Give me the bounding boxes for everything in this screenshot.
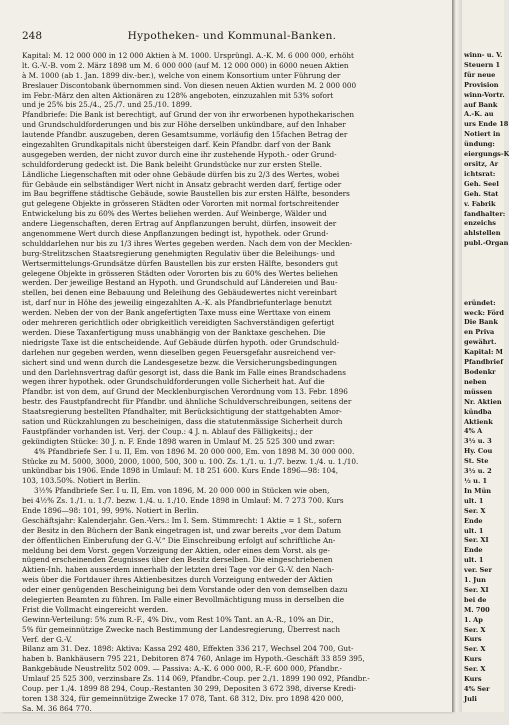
facing-page-line: kündba xyxy=(464,407,492,416)
facing-page-line: Kurs xyxy=(464,635,482,644)
facing-page-line: 3½ u. 2 xyxy=(464,467,492,476)
facing-page-line: enzeichs xyxy=(464,219,496,228)
facing-page-line: weck: Förd xyxy=(464,308,504,317)
text-line: oder mehreren gerichtlich oder obrigkeitlich vereidigten Sachverständigen gefertigt xyxy=(22,318,335,328)
facing-page-line: Ser. X xyxy=(464,625,486,634)
text-line: werden. Der jeweilige Bestand an Hypoth. und Grundschuld auf Ländereien und Bau- xyxy=(22,278,338,288)
facing-page-line: Ser. XI xyxy=(464,536,489,545)
text-line: Kapital: M. 12 000 000 in 12 000 Aktien à M. 1000. Ursprüngl. A.-K. M. 6 000 000, erhöht xyxy=(22,51,354,60)
facing-page-line xyxy=(464,289,506,299)
facing-page-line: Die Bank xyxy=(464,318,498,327)
facing-page-line: ündung: xyxy=(464,140,495,149)
text-line: Geschäftsjahr: Kalenderjahr. Gen.-Vers.: Im I. Sem. Stimmrecht: 1 Aktie = 1 St., sofern xyxy=(22,515,342,525)
text-line: burg-Strelitzschen Staatsregierung genehmigten Regulativ über die Beleihungs- und xyxy=(22,248,335,258)
facing-page-line: urs Ende 18 xyxy=(464,120,509,129)
facing-page-line: en Priva xyxy=(464,328,495,337)
facing-page-line: 4% A xyxy=(464,427,483,436)
facing-page-line: Pfandbrief xyxy=(464,358,504,367)
facing-page-line: 4% Ser xyxy=(464,685,490,693)
facing-page-line: Notiert in xyxy=(464,130,501,139)
facing-page-line: ver. Ser xyxy=(464,566,492,575)
facing-page-line: fandhalter: xyxy=(464,209,506,218)
facing-page-line: bei de xyxy=(464,595,487,604)
text-line: schulddarlehen nur bis zu 1/3 ihres Wertes gegeben werden. Nach dem von der Mecklen- xyxy=(22,238,353,248)
facing-page-line: publ.-Organ xyxy=(464,239,509,248)
text-line: weis über die Fortdauer ihres Aktienbesitzes durch Vorzeigung entweder der Aktien xyxy=(22,575,333,585)
text-line: im Bau begriffene städtische Gebäude, sowie Baustellen bis zur ersten Hälfte, besonders xyxy=(22,189,350,199)
text-line: oder einer genügenden Bescheinigung bei dem Vorstande oder den von demselben dazu xyxy=(22,585,348,595)
facing-page-line: Juli xyxy=(464,694,477,703)
text-line: und den Darlehnsvertrag dafür gesorgt ist, dass die Bank im Falle eines Brandschadens xyxy=(22,367,346,377)
text-line: à M. 1000 (ab 1. Jan. 1899 div.-ber.), welche von einem Konsortium unter Führung der xyxy=(22,70,341,80)
text-line: sation und Rückzahlungen zu bescheinigen, dass die statutenmässige Sicherheit durch xyxy=(22,416,343,426)
facing-page-line: Ser. X xyxy=(464,645,486,654)
facing-page-line xyxy=(464,249,506,259)
facing-page-line: Kurs xyxy=(464,675,482,684)
facing-page-line: St. Ste xyxy=(464,457,489,466)
facing-page-line xyxy=(464,259,506,269)
text-line: angenommene Wert durch diese Anpflanzungen bedingt ist, hypothek. oder Grund- xyxy=(22,229,329,239)
facing-page-line: müssen xyxy=(464,387,493,396)
facing-page-line: Ende xyxy=(464,546,483,555)
facing-page-line: Bodenkr xyxy=(464,368,496,376)
text-line: Entwickelung bis zu 60% des Wertes beliehen werden. Auf Weinberge, Wälder und xyxy=(22,209,327,219)
page-number: 248 xyxy=(22,30,43,42)
facing-page-line: Hy. Cou xyxy=(464,447,493,456)
text-line: Frist die Vollmacht eingereicht werden. xyxy=(22,604,169,614)
facing-page-line: Nr. Aktien xyxy=(464,397,502,406)
facing-page-line: Provision xyxy=(464,80,499,89)
text-line: Ländliche Liegenschaften mit oder ohne Gebäude dürfen bis zu 2/3 des Wertes, wobei xyxy=(22,169,340,179)
text-line: Aktien-Inh. haben ausserdem innerhalb der letzten drei Tage vor der G.-V. den Nach- xyxy=(22,565,335,575)
text-line: stellen, bei denen eine Bebauung und Beleihung des Gebäudewertes nicht vereinbart xyxy=(22,288,337,298)
facing-page-line: 1. Ap xyxy=(464,615,483,624)
text-line: Verf. der G.-V. xyxy=(22,634,73,644)
text-line: Staatsregierung bestellten Pfandhalter, mit Berücksichtigung der stattgehabten Amor- xyxy=(22,407,342,417)
facing-page-line: winn- u. V. xyxy=(464,51,503,59)
text-line: 5% für gemeinnützige Zwecke nach Bestimmung der Landesregierung, Überrest nach xyxy=(22,624,340,634)
text-line: und Grundschuldforderungen und bis zur Höhe derselben unkündbare, auf den Inhaber xyxy=(22,120,346,130)
text-line: unkündbar bis 1906. Ende 1898 in Umlauf: M. 18 251 600. Kurs Ende 1896—98: 104, xyxy=(22,466,339,476)
text-line: toren 138 324, für gemeinnützige Zwecke 17 078, Tant. 68 312, Div. pro 1898 420 000, xyxy=(22,693,344,703)
text-line: bestr. des Faustpfandrecht für Pfandbr. und ähnliche Schuldverschreibungen, seitens der xyxy=(22,397,352,407)
facing-page-line: ult. 1 xyxy=(464,496,484,505)
text-line: der öffentlichen Einberufung der G.-V.“ Die Einschreibung erfolgt auf schriftliche An- xyxy=(22,535,336,545)
text-line: Stücke zu M. 5000, 3000, 2000, 1000, 500, 300 u. 100. Zs. 1./1. u. 1./7. bezw. 1./4. u. 1./10. xyxy=(22,456,359,466)
text-line: 4% Pfandbriefe Ser. I u. II, Em. von 1896 M. 20 000 000, Em. von 1898 M. 30 000 000. xyxy=(34,446,355,456)
facing-page-line: ult. 1 xyxy=(464,556,484,565)
text-line: sichert sind und wenn durch die Landesgesetze bezw. die Versicherungsbedingungen xyxy=(22,357,337,367)
text-line: werden. Diese Taxanfertigung muss unabhängig von der Banktaxe geschehen. Die xyxy=(22,327,326,337)
text-line: Coup. per 1./4. 1899 88 294, Coup.-Restanten 30 299, Depositen 3 672 398, diverse Kredi- xyxy=(22,684,356,693)
text-line: schuldforderung gedeckt ist. Die Bank beleiht Grundstücke nur zur ersten Stelle. xyxy=(22,159,322,169)
facing-page-line: M. 700 xyxy=(464,605,490,614)
text-line: darlehen nur gegeben werden, wenn dieselben gegen Feuersgefahr ausreichend ver- xyxy=(22,347,336,357)
book-gutter xyxy=(452,0,462,712)
text-line: und je 25% bis 25./4., 25./7. und 25./10. 1899. xyxy=(22,100,193,110)
facing-page-line: 3½ u. 3 xyxy=(464,437,492,446)
facing-page-line: Ser. XI xyxy=(464,585,489,594)
text-line: meldung bei dem Vorst. gegen Vorzeigung der Aktien, oder eines dem Vorst. als ge- xyxy=(22,545,330,555)
facing-page-line: eründet: xyxy=(464,298,496,307)
text-line: nügend erscheinenden Zeugnisses über den Besitz derselben. Die eingeschriebenen xyxy=(22,555,333,565)
text-line: gekündigten Stücke: 30 J. n. F. Ende 1898 waren in Umlauf M. 25 525 300 und zwar: xyxy=(22,436,335,446)
facing-page-line: für neue xyxy=(464,70,496,79)
text-line: bei 4½% Zs. 1./1. u. 1./7. bezw. 1./4. u. 1./10. Ende 1898 in Umlauf: M. 7 273 700. Kurs xyxy=(22,496,344,506)
facing-page-line: Geh. Stat xyxy=(464,189,499,198)
facing-page-line: ult. 1 xyxy=(464,526,484,535)
facing-page-line xyxy=(464,279,506,289)
text-line: 3½% Pfandbriefe Ser. I u. II, Em. von 1896, M. 20 000 000 in Stücken wie oben, xyxy=(34,486,330,496)
text-line: haben b. Bankhäusern 795 221, Debitoren 874 760, Anlage im Hypoth.-Geschäft 33 859 395, xyxy=(22,654,365,664)
facing-page-line: Geh. Seel xyxy=(464,179,499,188)
facing-page-line: Aktienk xyxy=(464,417,493,426)
text-line: wegen ihrer hypothek. oder Grundschuldforderungen volle Sicherheit hat. Auf die xyxy=(22,377,325,387)
text-line: lautende Pfandbr. auszugeben, deren Gesamtsumme, vorläufig den 15fachen Betrag der xyxy=(22,130,348,140)
facing-page-line: ahlstellen xyxy=(464,229,501,238)
running-title: Hypotheken- und Kommunal-Banken. xyxy=(127,30,337,42)
facing-page-line: orsitz, Ar xyxy=(464,159,499,168)
facing-page-line: eiergungs-K xyxy=(464,150,509,159)
facing-page-line: Ser. X xyxy=(464,506,486,515)
text-line: für Gebäude ein selbständiger Wert nicht in Ansatz gebracht werden darf, fertige oder xyxy=(22,179,342,189)
page-header xyxy=(22,30,442,44)
text-line: ist, darf nur in Höhe des jeweilig eingezahlten A.-K. als Pfandbriefunterlage benutzt xyxy=(22,298,332,308)
facing-page-line: A.-K. au xyxy=(464,110,494,119)
facing-page-line: In Mün xyxy=(464,486,492,495)
text-line: ausgegeben werden, der nicht zuvor durch eine ihr zustehende Hypoth.- oder Grund- xyxy=(22,149,337,159)
text-line: lt. G.-V.-B. vom 2. März 1898 um M. 6 000 000 (auf M. 12 000 000) in 6000 neuen Aktien xyxy=(22,60,349,70)
facing-page-line xyxy=(464,269,506,279)
text-line: Bilanz am 31. Dez. 1898: Aktiva: Kassa 292 480, Effekten 336 217, Wechsel 204 700, Gut- xyxy=(22,644,354,654)
text-line: werden. Neben der von der Bank angefertigten Taxe muss eine Werttaxe von einem xyxy=(22,308,331,318)
text-line: gelegene Objekte in grösseren Städten oder Vororten bis zu 60% des Wertes beliehen xyxy=(22,268,338,278)
facing-page-line xyxy=(464,705,506,715)
facing-page-line xyxy=(464,715,506,725)
facing-page-line: Kurs xyxy=(464,655,482,664)
facing-page-line: gewährt. xyxy=(464,338,497,347)
text-line: der Besitz in den Büchern der Bank eingetragen ist, und zwar bereits „vor dem Datum xyxy=(22,525,342,535)
facing-page-line: Ser. X xyxy=(464,665,486,674)
facing-page-fragment xyxy=(462,0,509,712)
facing-page-line: 1. Jun xyxy=(464,576,486,585)
text-line: Wertsermittelungs-Grundsätze dürfen Baustellen bis zur ersten Hälfte, besonders gut xyxy=(22,258,338,268)
text-line: Bankgebäude Neustrelitz 502 009. — Passiva: A.-K. 6 000 000, R.-F. 600 000, Pfandbr.- xyxy=(22,664,342,674)
facing-page-line: Ende xyxy=(464,516,483,525)
page-body-text xyxy=(22,51,446,714)
text-line: Sa. M. 36 864 770. xyxy=(22,703,92,713)
text-line: Gewinn-Verteilung: 5% zum R.-F., 4% Div., vom Rest 10% Tant. an A.-R., 10% an Dir., xyxy=(22,614,334,624)
text-line: Umlauf 25 525 300, verzinsbare Zs. 114 069, Pfandbr.-Coup. per 2./1. 1899 190 092, Pfandbr.- xyxy=(22,674,370,684)
facing-page-line: v. Fabrik xyxy=(464,199,496,208)
text-line: niedrigste Taxe ist die entscheidende. Auf Gebäude dürfen hypoth. oder Grundschuld- xyxy=(22,337,340,347)
facing-page-line: neben xyxy=(464,377,487,386)
facing-page-line: winn-Vortr. xyxy=(464,90,505,99)
text-line: Pfandbriefe: Die Bank ist berechtigt, auf Grund der von ihr erworbenen hypothekarischen xyxy=(22,110,355,120)
facing-page-line: Kapital: M xyxy=(464,348,503,357)
facing-page-line: Steuern 1 xyxy=(464,60,501,69)
text-line: Pfandbr. ist von dem, auf Grund der Mecklenburgischen Verordnung vom 13. Febr. 1896 xyxy=(22,387,348,397)
text-line: Ende 1896—98: 101, 99, 99%. Notiert in Berlin. xyxy=(22,505,199,515)
text-line: andere Liegenschaften, deren Ertrag auf Anpflanzungen beruht, dürfen, insoweit der xyxy=(22,219,337,229)
facing-page-line: ichtsrat: xyxy=(464,169,496,178)
text-line: gut gelegene Objekte in grösseren Städten oder Vororten mit normal fortschreitender xyxy=(22,199,339,209)
facing-page-line: ½ u. 1 xyxy=(464,476,488,485)
text-line: eingezahlten Grundkapitals nicht übersteigen darf. Kein Pfandbr. darf von der Bank xyxy=(22,140,331,150)
facing-page-line: auf Bank xyxy=(464,100,498,109)
text-line: 103, 103.50%. Notiert in Berlin. xyxy=(22,476,141,486)
text-line: delegierten Beamten zu führen. Im Falle einer Bevollmächtigung muss in derselben die xyxy=(22,594,345,604)
text-line: Breslauer Discontobank übernommen sind. Von diesen neuen Aktien wurden M. 2 000 000 xyxy=(22,80,357,90)
text-line: Faustpfänder vorhanden ist. Verj. der Coup.: 4 J. n. Ablauf des Fälligkeitsj.; der xyxy=(22,426,313,436)
text-line: im Febr.-März den alten Aktionären zu 128% angeboten, einzuzahlen mit 53% sofort xyxy=(22,90,334,100)
